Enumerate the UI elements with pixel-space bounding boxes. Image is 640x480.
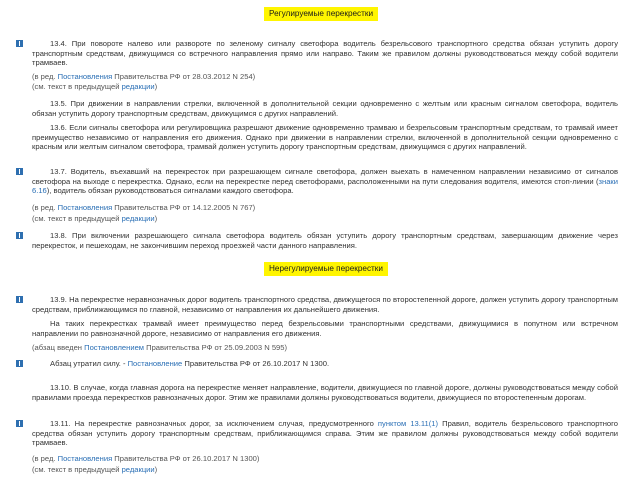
info-icon[interactable] xyxy=(16,168,23,175)
repealed-paragraph xyxy=(32,359,618,369)
edition-note-text: Правительства РФ от 25.09.2003 N 595) xyxy=(144,343,288,352)
decree-link[interactable]: Постановление xyxy=(127,359,183,368)
edition-note-text: (в ред. xyxy=(32,72,58,81)
sign-link[interactable]: знаки 6.16 xyxy=(32,176,618,196)
paragraph-13-10: 13.10. В случае, когда главная дорога на перекрестке меняет направление, водители, движущиеся по главной дороге, должны руководствоваться между собой правилами проезда перекрестков равнозначных дорог. Этим же правилами должны руководствоваться водители, движущиеся по второстепенным дорогам. xyxy=(32,383,618,402)
previous-edition-link[interactable]: редакции xyxy=(121,214,155,223)
edition-note-text: Правительства РФ от 26.10.2017 N 1300) xyxy=(112,454,260,463)
paragraph-text: 13.7. Водитель, въехавший на перекресток при разрешающем сигнале светофора, должен выехать в намеченном направлении независимо от сигналов светофора на выходе с перекрестка. Однако, если на перекрестке перед светофорами, расположенными на пути следования водителя, имеются стоп-линии ( xyxy=(32,167,618,186)
heading-regulated: Регулируемые перекрестки xyxy=(264,7,378,21)
paragraph-13-9: 13.9. На перекрестке неравнозначных дорог водитель транспортного средства, движущегося по второстепенной дороге, должен уступить дорогу транспортным средствам, приближающимся по главной, независимо от направления их дальнейшего движения. xyxy=(32,295,618,314)
info-icon[interactable] xyxy=(16,296,23,303)
paragraph-13-8: 13.8. При включении разрешающего сигнала светофора водитель обязан уступить дорогу транспортным средствам, завершающим движение через перекресток, и пешеходам, не закончившим переход проезжей части данного направления. xyxy=(32,231,618,250)
paragraph-text: 13.11. На перекрестке равнозначных дорог, за исключением случая, предусмотренного xyxy=(50,419,378,428)
previous-edition-text: ) xyxy=(154,82,158,91)
paragraph-13-4: 13.4. При повороте налево или развороте по зеленому сигналу светофора водитель безрельсового транспортного средства обязан уступить дорогу транспортным средствам, движущимся со встречного направления прямо или направо. Таким же правилом должны руководствоваться между собой водители трамваев. xyxy=(32,39,618,68)
edition-note-text: Правительства РФ от 28.03.2012 N 254) xyxy=(112,72,256,81)
decree-link[interactable]: Постановлением xyxy=(84,343,145,352)
paragraph-text: Правил, водитель безрельсового транспортного средства обязан уступить дорогу транспортным средствам, приближающимся справа. Этим же правилом должны руководствоваться между собой водители трамваев. xyxy=(32,419,618,448)
paragraph-13-7 xyxy=(32,167,618,196)
decree-link[interactable]: Постановления xyxy=(57,203,113,212)
edition-note-text: (в ред. xyxy=(32,203,58,212)
previous-edition-text: (см. текст в предыдущей xyxy=(32,465,122,474)
paragraph-text: Правительства РФ от 26.10.2017 N 1300. xyxy=(182,359,330,368)
edition-note xyxy=(32,72,618,82)
previous-edition-link[interactable]: редакции xyxy=(121,82,155,91)
paragraph-13-11 xyxy=(32,419,618,448)
previous-edition-note xyxy=(32,214,618,224)
edition-note-text: (в ред. xyxy=(32,454,58,463)
previous-edition-link[interactable]: редакции xyxy=(121,465,155,474)
edition-note-text: Правительства РФ от 14.12.2005 N 767) xyxy=(112,203,256,212)
previous-edition-note xyxy=(32,82,618,92)
decree-link[interactable]: Постановления xyxy=(57,72,113,81)
edition-note xyxy=(32,454,618,464)
paragraph-13-6: 13.6. Если сигналы светофора или регулировщика разрешают движение одновременно трамваю и безрельсовым транспортным средствам, то трамвай имеет преимущество независимо от направления его движения. Однако при движении в направлении стрелки, включенной в дополнительной секции одновременно с красным или желтым сигналом светофора, трамвай должен уступить дорогу транспортным средствам, движущимся с других направлений. xyxy=(32,123,618,152)
info-icon[interactable] xyxy=(16,360,23,367)
previous-edition-text: (см. текст в предыдущей xyxy=(32,214,122,223)
previous-edition-text: ) xyxy=(154,465,158,474)
rule-link[interactable]: пунктом 13.11(1) xyxy=(377,419,439,428)
info-icon[interactable] xyxy=(16,232,23,239)
paragraph-13-9-2: На таких перекрестках трамвай имеет преимущество перед безрельсовыми транспортными средствами, движущимися в попутном или встречном направлении по равнозначной дороге, независимо от направления его движения. xyxy=(32,319,618,338)
heading-unregulated: Нерегулируемые перекрестки xyxy=(264,262,388,276)
previous-edition-note xyxy=(32,465,618,475)
info-icon[interactable] xyxy=(16,40,23,47)
paragraph-text: ), водитель обязан руководствоваться сигналами каждого светофора. xyxy=(46,186,294,196)
paragraph-text: Абзац утратил силу. - xyxy=(50,359,128,368)
edition-note xyxy=(32,343,618,353)
paragraph-13-5: 13.5. При движении в направлении стрелки, включенной в дополнительной секции одновременно с желтым или красным сигналом светофора, водитель обязан уступить дорогу транспортным средствам, движущимся с других направлений. xyxy=(32,99,618,118)
decree-link[interactable]: Постановления xyxy=(57,454,113,463)
info-icon[interactable] xyxy=(16,420,23,427)
edition-note xyxy=(32,203,618,213)
previous-edition-text: (см. текст в предыдущей xyxy=(32,82,122,91)
previous-edition-text: ) xyxy=(154,214,158,223)
edition-note-text: (абзац введен xyxy=(32,343,85,352)
